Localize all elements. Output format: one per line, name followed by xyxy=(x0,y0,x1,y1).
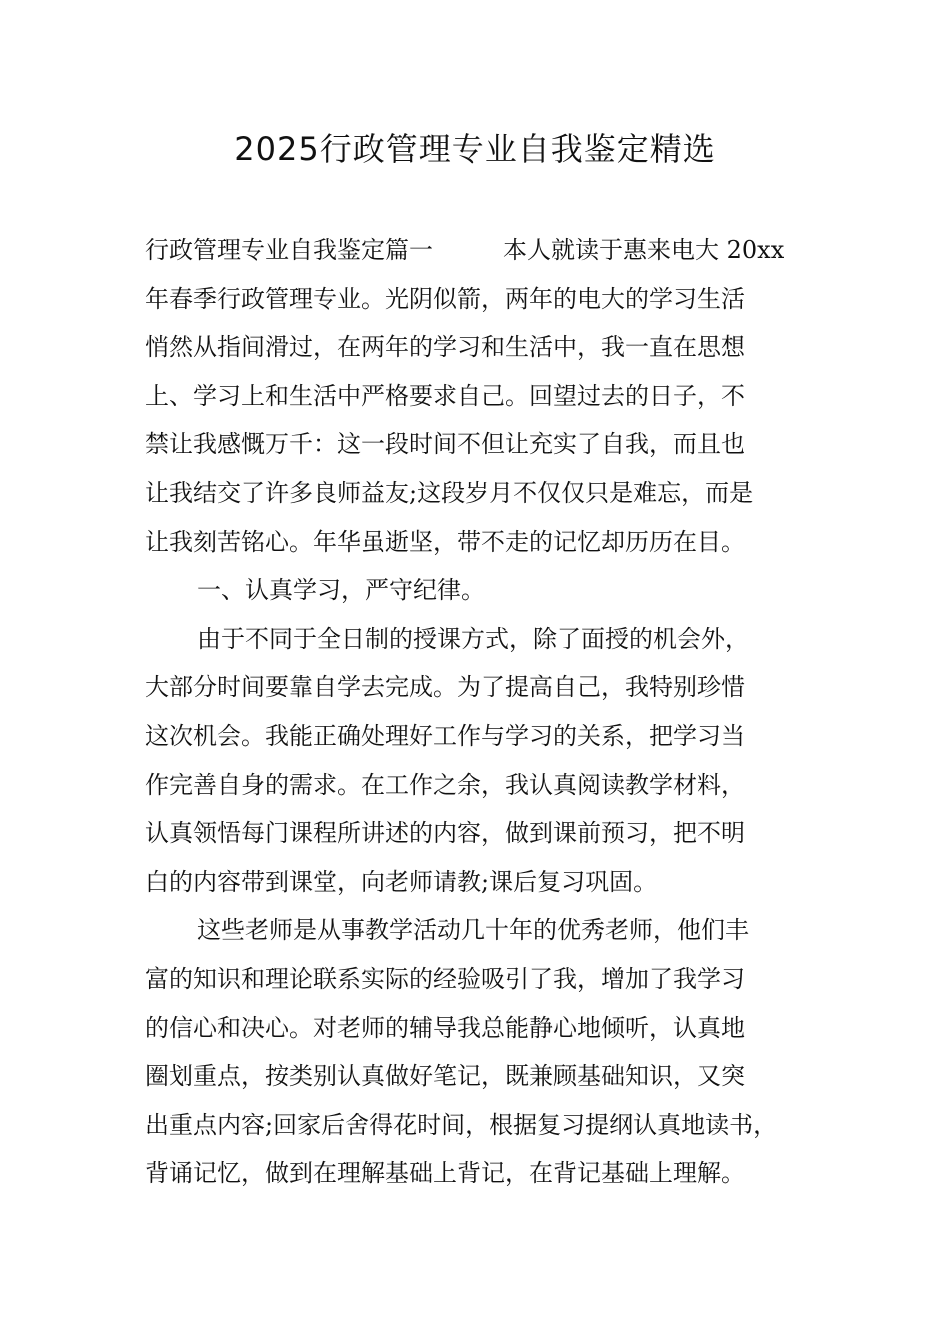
text-line: 上、学习上和生活中严格要求自己。回望过去的日子，不 xyxy=(145,381,745,410)
document-body xyxy=(145,226,815,1198)
text-line: 由于不同于全日制的授课方式，除了面授的机会外， xyxy=(197,624,749,653)
text-line: 作完善自身的需求。在工作之余，我认真阅读教学材料， xyxy=(145,770,745,799)
text-line: 这次机会。我能正确处理好工作与学习的关系，把学习当 xyxy=(145,721,745,750)
paragraph xyxy=(145,906,815,1198)
text-line: 这些老师是从事教学活动几十年的优秀老师，他们丰 xyxy=(197,916,749,945)
text-line: 圈划重点，按类别认真做好笔记，既兼顾基础知识，又突 xyxy=(145,1062,745,1091)
document-title: 2025行政管理专业自我鉴定精选 xyxy=(234,130,716,168)
text-line: 的信心和决心。对老师的辅导我总能静心地倾听，认真地 xyxy=(145,1013,745,1042)
text-line: 背诵记忆，做到在理解基础上背记，在背记基础上理解。 xyxy=(145,1159,745,1188)
paragraph xyxy=(145,615,815,907)
text-line: 富的知识和理论联系实际的经验吸引了我，增加了我学习 xyxy=(145,964,745,993)
text-line: 让我结交了许多良师益友;这段岁月不仅仅只是难忘，而是 xyxy=(145,478,754,507)
paragraph xyxy=(145,566,815,615)
text-line: 一、认真学习，严守纪律。 xyxy=(197,576,485,605)
text-line: 白的内容带到课堂，向老师请教;课后复习巩固。 xyxy=(145,867,658,896)
text-line: 悄然从指间滑过，在两年的学习和生活中，我一直在思想 xyxy=(145,333,745,362)
text-line: 出重点内容;回家后舍得花时间，根据复习提纲认真地读书， xyxy=(145,1110,778,1139)
text-line: 认真领悟每门课程所讲述的内容，做到课前预习，把不明 xyxy=(145,819,745,848)
text-line: 年春季行政管理专业。光阴似箭，两年的电大的学习生活 xyxy=(145,284,745,313)
paragraph xyxy=(145,226,815,566)
text-line: 禁让我感慨万千：这一段时间不但让充实了自我，而且也 xyxy=(145,430,745,459)
text-line: 行政管理专业自我鉴定篇一 本人就读于惠来电大 20xx xyxy=(145,236,785,264)
text-line: 大部分时间要靠自学去完成。为了提高自己，我特别珍惜 xyxy=(145,673,745,702)
text-line: 让我刻苦铭心。年华虽逝坚，带不走的记忆却历历在目。 xyxy=(145,527,745,556)
